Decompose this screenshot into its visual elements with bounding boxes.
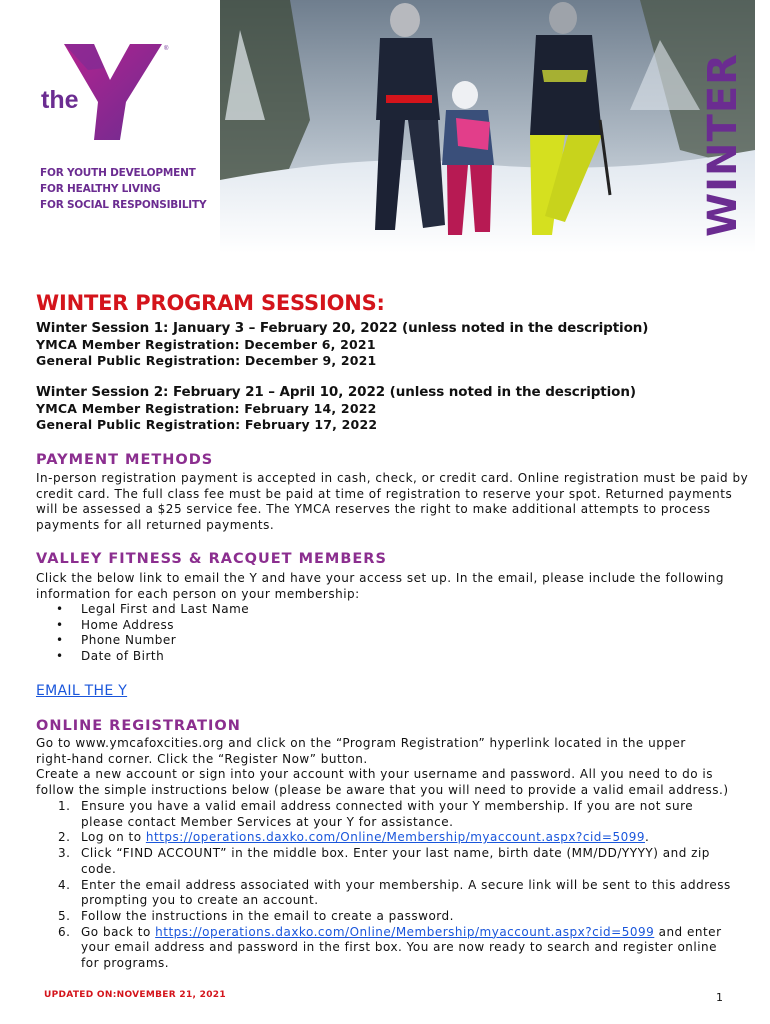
registration-steps bbox=[36, 799, 736, 972]
ymca-logo bbox=[38, 40, 173, 150]
daxko-account-link[interactable]: https://operations.daxko.com/Online/Membership/myaccount.aspx?cid=5099 bbox=[145, 830, 645, 845]
hero-winter-word: WINTER bbox=[700, 53, 746, 237]
list-item: • Phone Number bbox=[36, 633, 249, 649]
list-item: 6. Go back to https://operations.daxko.com/Online/Membership/myaccount.aspx?cid=5099 and enter your email address and password in the first box. You are now ready to search and register online for programs. bbox=[58, 924, 722, 971]
svg-text:®: ® bbox=[164, 46, 169, 52]
session-1-public-registration: General Public Registration: December 9, 2021 bbox=[36, 353, 377, 368]
tagline-line: FOR HEALTHY LIVING bbox=[40, 183, 161, 195]
list-item: • Legal First and Last Name bbox=[36, 602, 249, 618]
payment-methods-text: In-person registration payment is accepted in cash, check, or credit card. Online registration must be paid by credit card. The full class fee must be paid at time of registration to reserve your spot. Returned payments will be assessed a $25 service fee. The YMCA reserves the right to make additional attempts to process payments for all returned payments. bbox=[36, 471, 749, 533]
session-2-heading: Winter Session 2: February 21 – April 10, 2022 (unless noted in the description) bbox=[36, 384, 636, 400]
tagline bbox=[40, 165, 206, 213]
list-item: • Date of Birth bbox=[36, 649, 249, 665]
list-item: 2. Log on to https://operations.daxko.com/Online/Membership/myaccount.aspx?cid=5099. bbox=[58, 830, 650, 845]
list-item: 4. Enter the email address associated with your membership. A secure link will be sent to this address prompting you to create an account. bbox=[58, 877, 731, 908]
session-2-member-registration: YMCA Member Registration: February 14, 2022 bbox=[36, 401, 377, 416]
page-title: WINTER PROGRAM SESSIONS: bbox=[36, 291, 385, 315]
list-item: 1. Ensure you have a valid email address connected with your Y membership. If you are not sure please contact Member Services at your Y for assistance. bbox=[58, 799, 694, 829]
list-item: 5. Follow the instructions in the email to create a password. bbox=[58, 908, 454, 923]
updated-date: UPDATED ON:NOVEMBER 21, 2021 bbox=[44, 990, 226, 1000]
tagline-line: FOR YOUTH DEVELOPMENT bbox=[40, 167, 196, 179]
logo-word: the bbox=[41, 86, 79, 114]
email-the-y-link[interactable]: EMAIL THE Y bbox=[36, 683, 128, 699]
session-2-public-registration: General Public Registration: February 17, 2022 bbox=[36, 417, 378, 432]
hero-image bbox=[220, 0, 755, 253]
valley-fitness-text: Click the below link to email the Y and have your access set up. In the email, please include the following information for each person on your membership: bbox=[36, 571, 724, 601]
online-registration-text: Go to www.ymcafoxcities.org and click on the “Program Registration” hyperlink located in the upper right-hand corner. Click the “Register Now” button. Create a new account or sign into your account with your username and password. All you need to do is follow the simple instructions below (please be aware that you will need to provide a valid email address.) bbox=[36, 736, 729, 798]
list-item: • Home Address bbox=[36, 618, 249, 634]
session-1-heading: Winter Session 1: January 3 – February 20, 2022 (unless noted in the description) bbox=[36, 320, 649, 336]
tagline-line: FOR SOCIAL RESPONSIBILITY bbox=[40, 199, 207, 211]
logo-small-text: YMCA bbox=[131, 118, 151, 144]
payment-methods-heading: PAYMENT METHODS bbox=[36, 452, 214, 468]
online-registration-heading: ONLINE REGISTRATION bbox=[36, 718, 241, 734]
session-1-member-registration: YMCA Member Registration: December 6, 2021 bbox=[36, 337, 376, 352]
list-item: 3. Click “FIND ACCOUNT” in the middle box. Enter your last name, birth date (MM/DD/YYYY) and zip code. bbox=[58, 846, 710, 876]
membership-info-list bbox=[36, 602, 249, 665]
valley-fitness-heading: VALLEY FITNESS & RACQUET MEMBERS bbox=[36, 551, 387, 567]
daxko-account-link-2[interactable]: https://operations.daxko.com/Online/Membership/myaccount.aspx?cid=5099 bbox=[155, 924, 655, 939]
page-number: 1 bbox=[716, 991, 723, 1004]
